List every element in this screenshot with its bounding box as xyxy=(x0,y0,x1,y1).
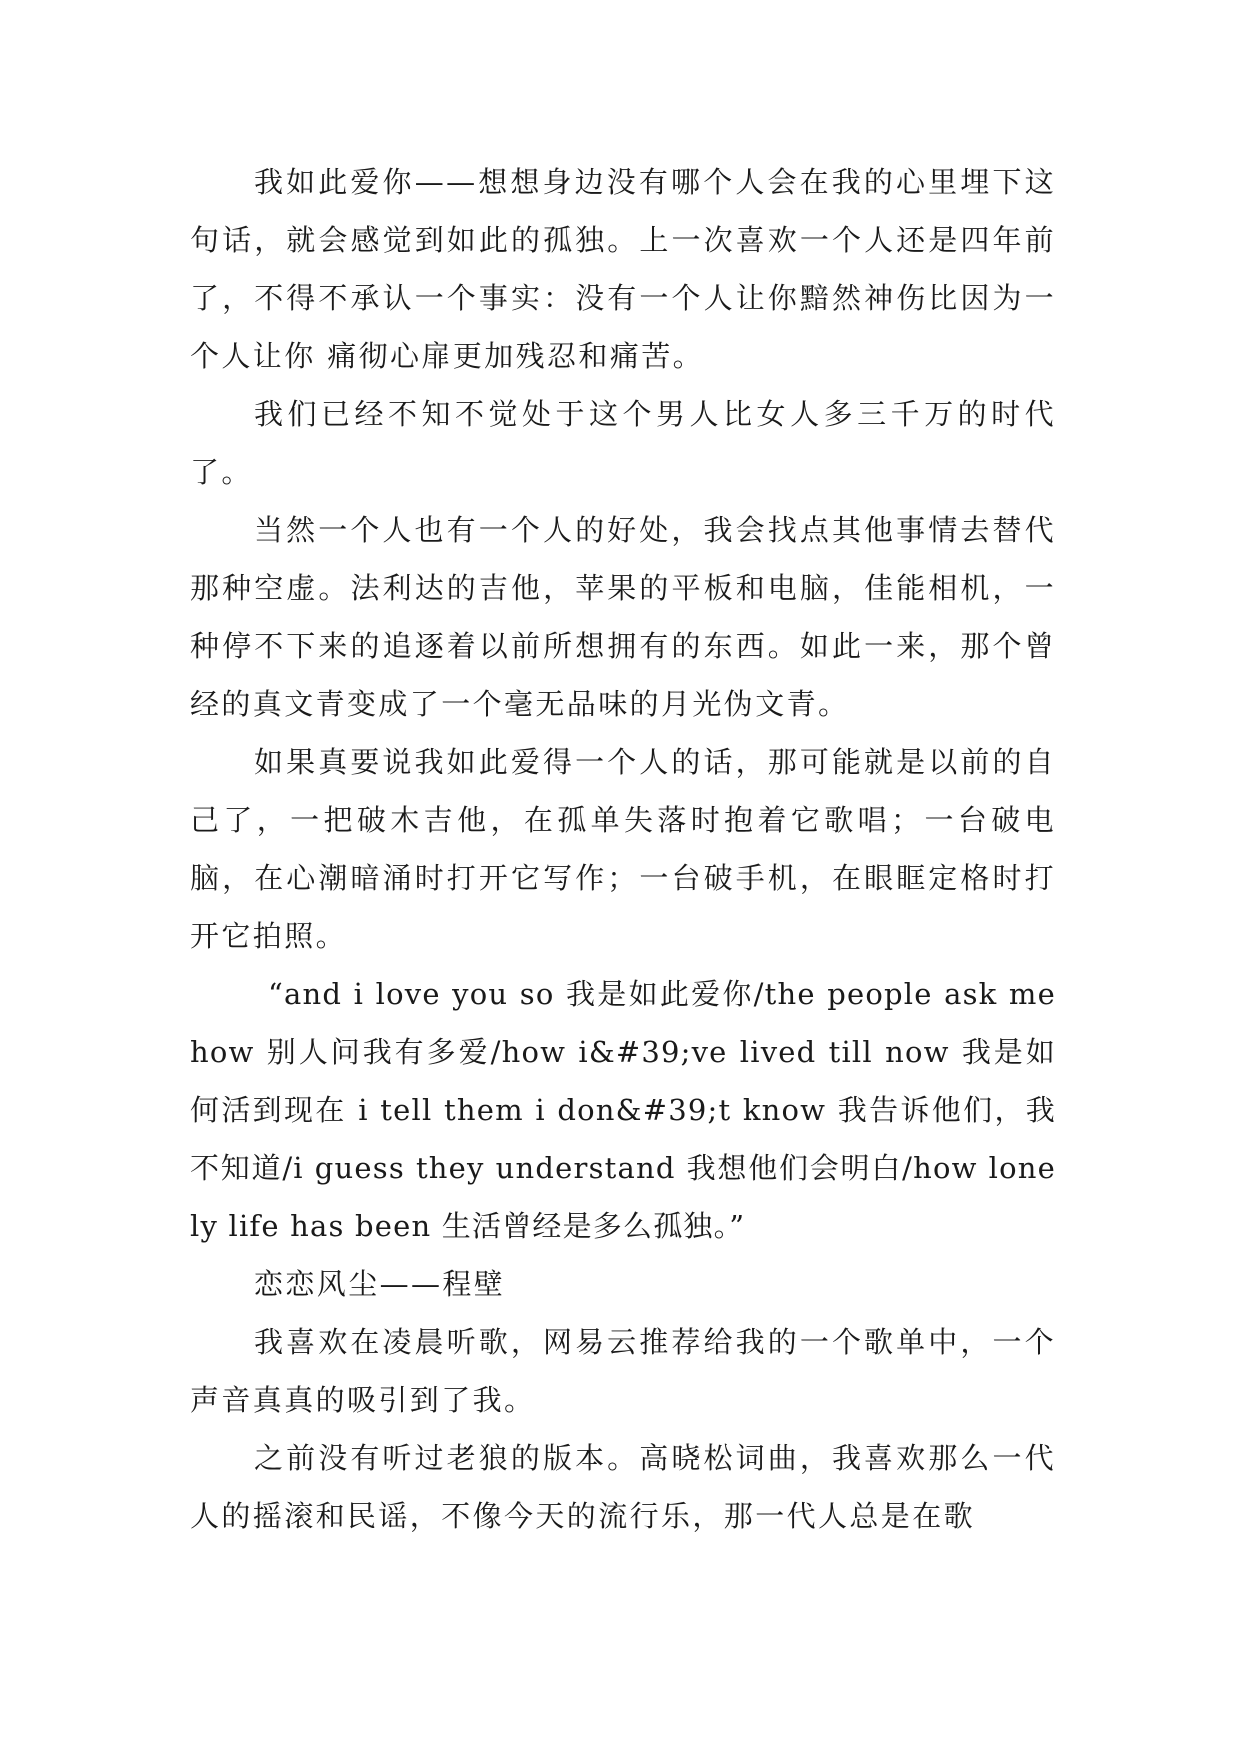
lyrics-quote-paragraph: “and i love you so 我是如此爱你/the people ask me how 别人问我有多爱/how i&#39;ve lived till now 我是如何活到现在 i tell them i don&#39;t know 我告诉他们，我不知道/i guess they understand 我想他们会明白/how lonely life has been 生活曾经是多么孤独。” xyxy=(190,977,1056,1243)
paragraph-2: 我们已经不知不觉处于这个男人比女人多三千万的时代了。 xyxy=(190,397,1056,489)
song-title-line: 恋恋风尘——程壁 xyxy=(254,1267,506,1301)
document-body xyxy=(190,153,1056,1545)
paragraph-8: 之前没有听过老狼的版本。高晓松词曲，我喜欢那么一代人的摇滚和民谣，不像今天的流行乐，那一代人总是在歌 xyxy=(190,1441,1056,1533)
paragraph-7: 我喜欢在凌晨听歌，网易云推荐给我的一个歌单中，一个声音真真的吸引到了我。 xyxy=(190,1325,1056,1417)
paragraph-1: 我如此爱你——想想身边没有哪个人会在我的心里埋下这句话，就会感觉到如此的孤独。上一次喜欢一个人还是四年前了，不得不承认一个事实：没有一个人让你黯然神伤比因为一个人让你 痛彻心扉更加残忍和痛苦。 xyxy=(190,165,1056,373)
paragraph-3: 当然一个人也有一个人的好处，我会找点其他事情去替代那种空虚。法利达的吉他，苹果的平板和电脑，佳能相机，一种停不下来的追逐着以前所想拥有的东西。如此一来，那个曾经的真文青变成了一个毫无品味的月光伪文青。 xyxy=(190,513,1056,721)
paragraph-4: 如果真要说我如此爱得一个人的话，那可能就是以前的自己了，一把破木吉他，在孤单失落时抱着它歌唱；一台破电脑，在心潮暗涌时打开它写作；一台破手机，在眼眶定格时打开它拍照。 xyxy=(190,745,1056,953)
